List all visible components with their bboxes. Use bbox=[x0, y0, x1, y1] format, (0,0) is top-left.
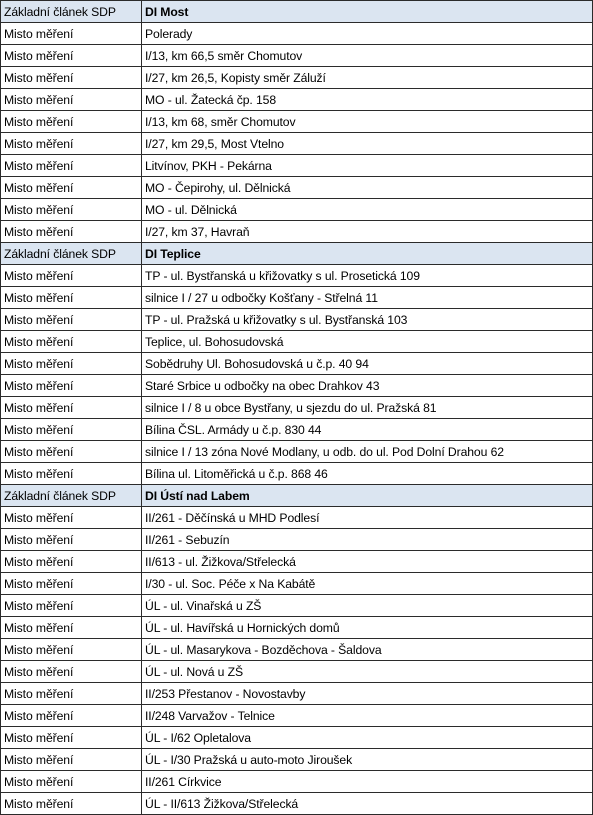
table-row bbox=[1, 287, 593, 309]
table-row bbox=[1, 529, 593, 551]
row-label-cell: Misto měření bbox=[1, 265, 142, 287]
row-label-cell: Misto měření bbox=[1, 353, 142, 375]
table-row bbox=[1, 441, 593, 463]
location-cell: II/261 Církvice bbox=[142, 771, 593, 793]
row-label-cell: Misto měření bbox=[1, 573, 142, 595]
location-cell: I/30 - ul. Soc. Péče x Na Kabátě bbox=[142, 573, 593, 595]
row-label-cell: Misto měření bbox=[1, 793, 142, 815]
row-label-cell: Misto měření bbox=[1, 331, 142, 353]
table-row bbox=[1, 133, 593, 155]
row-label-cell: Misto měření bbox=[1, 617, 142, 639]
location-cell: ÚL - I/30 Pražská u auto-moto Jiroušek bbox=[142, 749, 593, 771]
table-row bbox=[1, 683, 593, 705]
location-cell: I/13, km 68, směr Chomutov bbox=[142, 111, 593, 133]
row-label-cell: Misto měření bbox=[1, 45, 142, 67]
table-row bbox=[1, 67, 593, 89]
location-cell: Litvínov, PKH - Pekárna bbox=[142, 155, 593, 177]
location-cell: ÚL - I/62 Opletalova bbox=[142, 727, 593, 749]
location-cell: Polerady bbox=[142, 23, 593, 45]
table-row bbox=[1, 23, 593, 45]
location-cell: II/253 Přestanov - Novostavby bbox=[142, 683, 593, 705]
table-row bbox=[1, 397, 593, 419]
row-label-cell: Misto měření bbox=[1, 727, 142, 749]
row-label-cell: Misto měření bbox=[1, 683, 142, 705]
table-row bbox=[1, 199, 593, 221]
table-row bbox=[1, 221, 593, 243]
row-label-cell: Misto měření bbox=[1, 309, 142, 331]
location-cell: TP - ul. Pražská u křižovatky s ul. Bystřanská 103 bbox=[142, 309, 593, 331]
section-header-row bbox=[1, 485, 593, 507]
row-label-cell: Misto měření bbox=[1, 551, 142, 573]
table-row bbox=[1, 353, 593, 375]
location-cell: MO - ul. Dělnická bbox=[142, 199, 593, 221]
row-label-cell: Misto měření bbox=[1, 419, 142, 441]
table-row bbox=[1, 419, 593, 441]
location-cell: ÚL - ul. Vinařská u ZŠ bbox=[142, 595, 593, 617]
row-label-cell: Misto měření bbox=[1, 111, 142, 133]
section-header-row bbox=[1, 243, 593, 265]
location-cell: TP - ul. Bystřanská u křižovatky s ul. Prosetická 109 bbox=[142, 265, 593, 287]
table-row bbox=[1, 771, 593, 793]
section-title-cell: DI Ústí nad Labem bbox=[142, 485, 593, 507]
table-row bbox=[1, 727, 593, 749]
row-label-cell: Misto měření bbox=[1, 507, 142, 529]
location-cell: Bílina ul. Litoměřická u č.p. 868 46 bbox=[142, 463, 593, 485]
row-label-cell: Misto měření bbox=[1, 133, 142, 155]
table-row bbox=[1, 793, 593, 815]
table-row bbox=[1, 89, 593, 111]
table-body bbox=[1, 1, 593, 815]
table-row bbox=[1, 45, 593, 67]
location-cell: ÚL - II/613 Žižkova/Střelecká bbox=[142, 793, 593, 815]
location-cell: Staré Srbice u odbočky na obec Drahkov 43 bbox=[142, 375, 593, 397]
table-row bbox=[1, 463, 593, 485]
table-row bbox=[1, 595, 593, 617]
location-cell: I/27, km 29,5, Most Vtelno bbox=[142, 133, 593, 155]
location-cell: II/261 - Děčínská u MHD Podlesí bbox=[142, 507, 593, 529]
row-label-cell: Misto měření bbox=[1, 749, 142, 771]
table-row bbox=[1, 661, 593, 683]
table-row bbox=[1, 265, 593, 287]
location-cell: II/613 - ul. Žižkova/Střelecká bbox=[142, 551, 593, 573]
location-cell: Teplice, ul. Bohosudovská bbox=[142, 331, 593, 353]
location-cell: II/248 Varvažov - Telnice bbox=[142, 705, 593, 727]
row-label-cell: Misto měření bbox=[1, 441, 142, 463]
table-row bbox=[1, 749, 593, 771]
table-row bbox=[1, 639, 593, 661]
location-cell: I/27, km 37, Havraň bbox=[142, 221, 593, 243]
location-cell: Sobědruhy Ul. Bohosudovská u č.p. 40 94 bbox=[142, 353, 593, 375]
table-row bbox=[1, 551, 593, 573]
table-row bbox=[1, 617, 593, 639]
row-label-cell: Misto měření bbox=[1, 89, 142, 111]
section-header-row bbox=[1, 1, 593, 23]
table-row bbox=[1, 309, 593, 331]
table-row bbox=[1, 155, 593, 177]
table-row bbox=[1, 507, 593, 529]
row-label-cell: Misto měření bbox=[1, 287, 142, 309]
row-label-cell: Misto měření bbox=[1, 155, 142, 177]
row-label-cell: Misto měření bbox=[1, 67, 142, 89]
row-label-cell: Misto měření bbox=[1, 595, 142, 617]
section-label-cell: Základní článek SDP bbox=[1, 485, 142, 507]
location-cell: ÚL - ul. Havířská u Hornických domů bbox=[142, 617, 593, 639]
section-title-cell: DI Most bbox=[142, 1, 593, 23]
table-row bbox=[1, 177, 593, 199]
row-label-cell: Misto měření bbox=[1, 639, 142, 661]
location-cell: ÚL - ul. Nová u ZŠ bbox=[142, 661, 593, 683]
row-label-cell: Misto měření bbox=[1, 661, 142, 683]
location-cell: MO - Čepirohy, ul. Dělnická bbox=[142, 177, 593, 199]
section-label-cell: Základní článek SDP bbox=[1, 243, 142, 265]
location-cell: silnice I / 13 zóna Nové Modlany, u odb. do ul. Pod Dolní Drahou 62 bbox=[142, 441, 593, 463]
location-cell: ÚL - ul. Masarykova - Bozděchova - Šaldova bbox=[142, 639, 593, 661]
row-label-cell: Misto měření bbox=[1, 177, 142, 199]
table-row bbox=[1, 331, 593, 353]
row-label-cell: Misto měření bbox=[1, 199, 142, 221]
table-row bbox=[1, 573, 593, 595]
table-row bbox=[1, 375, 593, 397]
row-label-cell: Misto měření bbox=[1, 771, 142, 793]
location-cell: II/261 - Sebuzín bbox=[142, 529, 593, 551]
section-label-cell: Základní článek SDP bbox=[1, 1, 142, 23]
location-cell: MO - ul. Žatecká čp. 158 bbox=[142, 89, 593, 111]
row-label-cell: Misto měření bbox=[1, 397, 142, 419]
row-label-cell: Misto měření bbox=[1, 23, 142, 45]
location-cell: silnice I / 8 u obce Bystřany, u sjezdu do ul. Pražská 81 bbox=[142, 397, 593, 419]
row-label-cell: Misto měření bbox=[1, 375, 142, 397]
location-cell: I/13, km 66,5 směr Chomutov bbox=[142, 45, 593, 67]
location-cell: silnice I / 27 u odbočky Košťany - Střelná 11 bbox=[142, 287, 593, 309]
table-row bbox=[1, 111, 593, 133]
location-cell: Bílina ČSL. Armády u č.p. 830 44 bbox=[142, 419, 593, 441]
table-row bbox=[1, 705, 593, 727]
row-label-cell: Misto měření bbox=[1, 705, 142, 727]
row-label-cell: Misto měření bbox=[1, 221, 142, 243]
section-title-cell: DI Teplice bbox=[142, 243, 593, 265]
location-cell: I/27, km 26,5, Kopisty směr Záluží bbox=[142, 67, 593, 89]
row-label-cell: Misto měření bbox=[1, 529, 142, 551]
row-label-cell: Misto měření bbox=[1, 463, 142, 485]
